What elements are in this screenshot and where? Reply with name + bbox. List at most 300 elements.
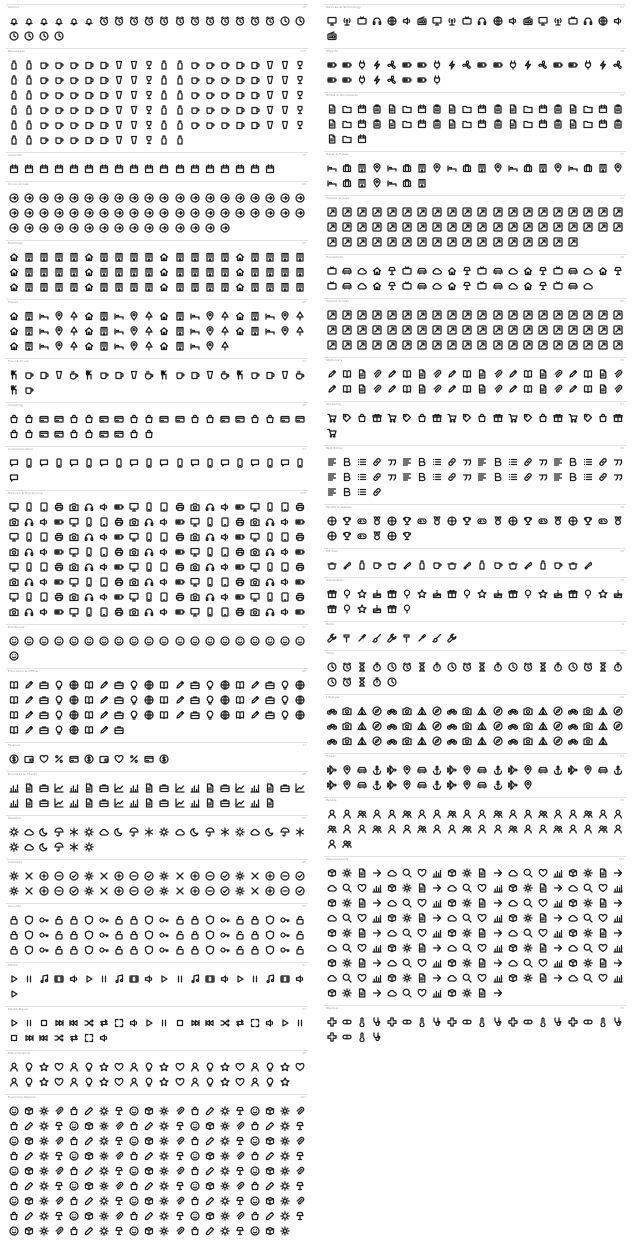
book-icon[interactable] <box>157 692 172 707</box>
medal-icon[interactable] <box>490 513 505 528</box>
square-arrow-icon[interactable] <box>445 307 460 322</box>
gift-icon[interactable] <box>430 410 445 425</box>
chart-icon[interactable] <box>490 970 505 985</box>
speaker-icon[interactable] <box>278 604 293 619</box>
mug-icon[interactable] <box>248 72 263 87</box>
hourglass-icon[interactable] <box>475 659 490 674</box>
emoji-icon[interactable] <box>66 1148 81 1163</box>
book-icon[interactable] <box>81 707 96 722</box>
monitor-icon[interactable] <box>6 559 21 574</box>
gift-icon[interactable] <box>550 410 565 425</box>
cup-icon[interactable] <box>97 367 112 382</box>
globe-icon[interactable] <box>66 692 81 707</box>
bicycle-icon[interactable] <box>505 703 520 718</box>
stop-icon[interactable] <box>36 1015 51 1030</box>
briefcase-icon[interactable] <box>157 795 172 810</box>
glass-icon[interactable] <box>127 367 142 382</box>
chart-icon[interactable] <box>550 895 565 910</box>
expand-icon[interactable] <box>112 1015 127 1030</box>
pen-icon[interactable] <box>21 1208 36 1223</box>
circle-arrow-icon[interactable] <box>142 190 157 205</box>
user-icon[interactable] <box>248 1074 263 1089</box>
lightbulb-icon[interactable] <box>51 692 66 707</box>
cart-icon[interactable] <box>566 410 581 425</box>
book-icon[interactable] <box>520 366 535 381</box>
gear-icon[interactable] <box>581 925 596 940</box>
search-icon[interactable] <box>581 940 596 955</box>
shield-icon[interactable] <box>142 912 157 927</box>
bottle-icon[interactable] <box>6 72 21 87</box>
lamp-icon[interactable] <box>112 1163 127 1178</box>
cup-icon[interactable] <box>369 557 384 572</box>
stopwatch-icon[interactable] <box>490 659 505 674</box>
circle-arrow-icon[interactable] <box>202 205 217 220</box>
speaker-icon[interactable] <box>217 499 232 514</box>
gear-icon[interactable] <box>81 868 96 883</box>
car-icon[interactable] <box>354 762 369 777</box>
cloud-icon[interactable] <box>324 910 339 925</box>
document-icon[interactable] <box>596 955 611 970</box>
pencil-icon[interactable] <box>505 366 520 381</box>
building-icon[interactable] <box>187 249 202 264</box>
box-icon[interactable] <box>263 1193 278 1208</box>
battery-icon[interactable] <box>51 574 66 589</box>
tent-icon[interactable] <box>354 718 369 733</box>
pencil-icon[interactable] <box>21 677 36 692</box>
gift-icon[interactable] <box>369 410 384 425</box>
gear-icon[interactable] <box>217 1178 232 1193</box>
square-arrow-icon[interactable] <box>535 322 550 337</box>
quote-icon[interactable] <box>384 454 399 469</box>
square-arrow-icon[interactable] <box>369 219 384 234</box>
plug-icon[interactable] <box>430 72 445 87</box>
square-arrow-icon[interactable] <box>596 322 611 337</box>
headphones-icon[interactable] <box>81 589 96 604</box>
bold-icon[interactable] <box>566 469 581 484</box>
document-icon[interactable] <box>475 985 490 1000</box>
square-arrow-icon[interactable] <box>339 204 354 219</box>
mug-icon[interactable] <box>187 367 202 382</box>
battery-icon[interactable] <box>112 559 127 574</box>
paperclip-icon[interactable] <box>232 1118 247 1133</box>
headphones-icon[interactable] <box>81 499 96 514</box>
compass-icon[interactable] <box>430 703 445 718</box>
chat-bubble-icon[interactable] <box>278 455 293 470</box>
building-icon[interactable] <box>21 338 36 353</box>
pen-icon[interactable] <box>21 1118 36 1133</box>
square-arrow-icon[interactable] <box>430 204 445 219</box>
cloud-icon[interactable] <box>324 940 339 955</box>
arrow-icon[interactable] <box>611 955 626 970</box>
tablet-icon[interactable] <box>278 559 293 574</box>
star-icon[interactable] <box>535 586 550 601</box>
heart-icon[interactable] <box>172 1059 187 1074</box>
tablet-icon[interactable] <box>278 529 293 544</box>
shield-icon[interactable] <box>263 942 278 957</box>
document-icon[interactable] <box>475 925 490 940</box>
bell-icon[interactable] <box>6 13 21 28</box>
glass-icon[interactable] <box>263 102 278 117</box>
tv-icon[interactable] <box>566 13 581 28</box>
user-icon[interactable] <box>430 806 445 821</box>
pencil-icon[interactable] <box>97 707 112 722</box>
trophy-icon[interactable] <box>581 513 596 528</box>
battery-icon[interactable] <box>232 589 247 604</box>
tv-icon[interactable] <box>460 13 475 28</box>
building-icon[interactable] <box>415 160 430 175</box>
cup-icon[interactable] <box>66 72 81 87</box>
arrow-icon[interactable] <box>490 955 505 970</box>
wine-glass-icon[interactable] <box>142 87 157 102</box>
check-icon[interactable] <box>142 868 157 883</box>
box-icon[interactable] <box>81 1148 96 1163</box>
monitor-icon[interactable] <box>324 13 339 28</box>
globe-icon[interactable] <box>217 707 232 722</box>
circle-arrow-icon[interactable] <box>112 190 127 205</box>
map-pin-icon[interactable] <box>202 338 217 353</box>
gear-icon[interactable] <box>460 925 475 940</box>
map-pin-icon[interactable] <box>339 777 354 792</box>
square-arrow-icon[interactable] <box>475 219 490 234</box>
briefcase-icon[interactable] <box>187 692 202 707</box>
document-icon[interactable] <box>535 366 550 381</box>
battery-icon[interactable] <box>550 57 565 72</box>
speaker-icon[interactable] <box>142 971 157 986</box>
monitor-icon[interactable] <box>66 604 81 619</box>
chart-icon[interactable] <box>611 880 626 895</box>
tv-icon[interactable] <box>550 263 565 278</box>
shopping-bag-icon[interactable] <box>6 426 21 441</box>
cloud-icon[interactable] <box>566 940 581 955</box>
lamp-icon[interactable] <box>232 1133 247 1148</box>
circle-arrow-icon[interactable] <box>202 220 217 235</box>
square-arrow-icon[interactable] <box>505 322 520 337</box>
user-icon[interactable] <box>566 821 581 836</box>
users-icon[interactable] <box>460 821 475 836</box>
calendar-icon[interactable] <box>51 161 66 176</box>
gift-icon[interactable] <box>505 586 520 601</box>
square-arrow-icon[interactable] <box>324 307 339 322</box>
antenna-icon[interactable] <box>445 13 460 28</box>
pause-icon[interactable] <box>157 1015 172 1030</box>
building-icon[interactable] <box>354 175 369 190</box>
bold-icon[interactable] <box>339 454 354 469</box>
gear-icon[interactable] <box>232 883 247 898</box>
mug-icon[interactable] <box>97 72 112 87</box>
bed-icon[interactable] <box>112 308 127 323</box>
bed-icon[interactable] <box>384 175 399 190</box>
thermometer-icon[interactable] <box>354 1029 369 1044</box>
circle-arrow-icon[interactable] <box>172 220 187 235</box>
chat-bubble-icon[interactable] <box>157 455 172 470</box>
briefcase-icon[interactable] <box>217 795 232 810</box>
paperclip-icon[interactable] <box>430 366 445 381</box>
circle-arrow-icon[interactable] <box>21 205 36 220</box>
chart-icon[interactable] <box>490 940 505 955</box>
building-icon[interactable] <box>66 249 81 264</box>
battery-icon[interactable] <box>475 57 490 72</box>
lamp-icon[interactable] <box>293 1148 308 1163</box>
cake-icon[interactable] <box>369 586 384 601</box>
map-pin-icon[interactable] <box>202 308 217 323</box>
user-icon[interactable] <box>127 1059 142 1074</box>
book-icon[interactable] <box>339 366 354 381</box>
repeat-icon[interactable] <box>66 1030 81 1045</box>
building-icon[interactable] <box>354 160 369 175</box>
square-arrow-icon[interactable] <box>415 204 430 219</box>
arrow-icon[interactable] <box>369 985 384 1000</box>
sun-icon[interactable] <box>97 1133 112 1148</box>
phone-icon[interactable] <box>202 574 217 589</box>
gear-icon[interactable] <box>232 868 247 883</box>
bag-icon[interactable] <box>66 1103 81 1118</box>
compass-icon[interactable] <box>369 703 384 718</box>
square-arrow-icon[interactable] <box>550 204 565 219</box>
minus-icon[interactable] <box>51 883 66 898</box>
phone-icon[interactable] <box>51 455 66 470</box>
cloud-icon[interactable] <box>505 263 520 278</box>
circle-arrow-icon[interactable] <box>142 220 157 235</box>
search-icon[interactable] <box>460 940 475 955</box>
printer-icon[interactable] <box>172 529 187 544</box>
plus-icon[interactable] <box>36 883 51 898</box>
mug-icon[interactable] <box>112 367 127 382</box>
align-left-icon[interactable] <box>550 469 565 484</box>
shopping-bag-icon[interactable] <box>142 411 157 426</box>
users-icon[interactable] <box>596 821 611 836</box>
pencil-icon[interactable] <box>384 366 399 381</box>
user-icon[interactable] <box>566 806 581 821</box>
document-icon[interactable] <box>566 101 581 116</box>
key-icon[interactable] <box>36 927 51 942</box>
medical-cross-icon[interactable] <box>324 1014 339 1029</box>
shopping-bag-icon[interactable] <box>21 411 36 426</box>
music-note-icon[interactable] <box>36 971 51 986</box>
lightning-icon[interactable] <box>520 57 535 72</box>
glass-icon[interactable] <box>127 102 142 117</box>
cup-icon[interactable] <box>202 102 217 117</box>
paperclip-icon[interactable] <box>172 1193 187 1208</box>
circle-arrow-icon[interactable] <box>36 220 51 235</box>
lightbulb-icon[interactable] <box>202 692 217 707</box>
phone-icon[interactable] <box>142 499 157 514</box>
book-icon[interactable] <box>460 366 475 381</box>
compass-icon[interactable] <box>430 718 445 733</box>
shield-icon[interactable] <box>202 942 217 957</box>
credit-card-icon[interactable] <box>51 411 66 426</box>
gear-icon[interactable] <box>520 880 535 895</box>
alarm-clock-icon[interactable] <box>263 13 278 28</box>
monitor-icon[interactable] <box>535 13 550 28</box>
glass-icon[interactable] <box>127 132 142 147</box>
box-icon[interactable] <box>324 955 339 970</box>
box-icon[interactable] <box>263 1163 278 1178</box>
repeat-icon[interactable] <box>232 1015 247 1030</box>
users-icon[interactable] <box>324 821 339 836</box>
link-icon[interactable] <box>520 454 535 469</box>
phone-icon[interactable] <box>202 604 217 619</box>
camera-icon[interactable] <box>248 514 263 529</box>
users-icon[interactable] <box>445 806 460 821</box>
battery-icon[interactable] <box>293 574 308 589</box>
camera-icon[interactable] <box>520 733 535 748</box>
balloon-icon[interactable] <box>460 586 475 601</box>
building-icon[interactable] <box>293 279 308 294</box>
document-icon[interactable] <box>505 101 520 116</box>
briefcase-icon[interactable] <box>36 677 51 692</box>
box-icon[interactable] <box>445 955 460 970</box>
lightbulb-icon[interactable] <box>51 707 66 722</box>
gear-icon[interactable] <box>6 868 21 883</box>
mug-icon[interactable] <box>97 132 112 147</box>
star-icon[interactable] <box>36 1074 51 1089</box>
cup-icon[interactable] <box>217 102 232 117</box>
plus-icon[interactable] <box>187 883 202 898</box>
shuffle-icon[interactable] <box>51 1030 66 1045</box>
gear-icon[interactable] <box>157 1193 172 1208</box>
pot-icon[interactable] <box>445 557 460 572</box>
monitor-icon[interactable] <box>187 604 202 619</box>
document-icon[interactable] <box>596 925 611 940</box>
alarm-clock-icon[interactable] <box>339 659 354 674</box>
square-arrow-icon[interactable] <box>354 307 369 322</box>
document-icon[interactable] <box>142 780 157 795</box>
mug-icon[interactable] <box>81 102 96 117</box>
calendar-icon[interactable] <box>187 161 202 176</box>
document-icon[interactable] <box>263 780 278 795</box>
cloud-icon[interactable] <box>384 925 399 940</box>
sun-icon[interactable] <box>81 839 96 854</box>
expand-icon[interactable] <box>248 1015 263 1030</box>
headphones-icon[interactable] <box>369 13 384 28</box>
globe-icon[interactable] <box>66 677 81 692</box>
box-icon[interactable] <box>21 1163 36 1178</box>
globe-icon[interactable] <box>142 677 157 692</box>
user-icon[interactable] <box>187 1074 202 1089</box>
search-icon[interactable] <box>460 880 475 895</box>
house-icon[interactable] <box>596 263 611 278</box>
cart-icon[interactable] <box>324 425 339 440</box>
wine-glass-icon[interactable] <box>142 72 157 87</box>
building-icon[interactable] <box>293 264 308 279</box>
credit-card-icon[interactable] <box>232 411 247 426</box>
building-icon[interactable] <box>202 264 217 279</box>
plus-icon[interactable] <box>263 868 278 883</box>
document-icon[interactable] <box>475 955 490 970</box>
printer-icon[interactable] <box>172 499 187 514</box>
cup-icon[interactable] <box>36 72 51 87</box>
square-arrow-icon[interactable] <box>384 219 399 234</box>
map-pin-icon[interactable] <box>127 338 142 353</box>
gear-icon[interactable] <box>399 940 414 955</box>
credit-card-icon[interactable] <box>112 411 127 426</box>
circle-arrow-icon[interactable] <box>51 220 66 235</box>
bag-icon[interactable] <box>127 1208 142 1223</box>
camera-icon[interactable] <box>127 574 142 589</box>
document-icon[interactable] <box>445 101 460 116</box>
chat-bubble-icon[interactable] <box>6 470 21 485</box>
headphones-icon[interactable] <box>81 529 96 544</box>
circle-arrow-icon[interactable] <box>81 220 96 235</box>
cloud-icon[interactable] <box>445 940 460 955</box>
gear-icon[interactable] <box>36 1133 51 1148</box>
square-arrow-icon[interactable] <box>384 322 399 337</box>
bell-icon[interactable] <box>66 13 81 28</box>
smiley-icon[interactable] <box>293 633 308 648</box>
tablet-icon[interactable] <box>36 589 51 604</box>
bag-icon[interactable] <box>248 1208 263 1223</box>
document-icon[interactable] <box>202 795 217 810</box>
stopwatch-icon[interactable] <box>550 659 565 674</box>
star-icon[interactable] <box>278 1059 293 1074</box>
calendar-icon[interactable] <box>21 161 36 176</box>
bed-icon[interactable] <box>187 308 202 323</box>
building-icon[interactable] <box>97 264 112 279</box>
align-left-icon[interactable] <box>399 469 414 484</box>
house-icon[interactable] <box>520 263 535 278</box>
house-icon[interactable] <box>232 249 247 264</box>
line-chart-icon[interactable] <box>51 780 66 795</box>
headphones-icon[interactable] <box>263 514 278 529</box>
cup-icon[interactable] <box>187 102 202 117</box>
pen-icon[interactable] <box>202 1193 217 1208</box>
circle-arrow-icon[interactable] <box>36 205 51 220</box>
document-icon[interactable] <box>535 940 550 955</box>
cup-icon[interactable] <box>248 367 263 382</box>
user-icon[interactable] <box>324 806 339 821</box>
stethoscope-icon[interactable] <box>369 1014 384 1029</box>
building-icon[interactable] <box>142 249 157 264</box>
briefcase-icon[interactable] <box>187 677 202 692</box>
briefcase-icon[interactable] <box>36 692 51 707</box>
tablet-icon[interactable] <box>97 514 112 529</box>
hourglass-icon[interactable] <box>354 659 369 674</box>
emoji-icon[interactable] <box>66 1118 81 1133</box>
tag-icon[interactable] <box>339 410 354 425</box>
square-arrow-icon[interactable] <box>354 204 369 219</box>
user-icon[interactable] <box>339 806 354 821</box>
lock-icon[interactable] <box>187 942 202 957</box>
monitor-icon[interactable] <box>6 529 21 544</box>
bed-icon[interactable] <box>112 338 127 353</box>
tablet-icon[interactable] <box>36 499 51 514</box>
lightbulb-icon[interactable] <box>278 707 293 722</box>
circle-arrow-icon[interactable] <box>81 205 96 220</box>
key-icon[interactable] <box>36 942 51 957</box>
gear-icon[interactable] <box>460 865 475 880</box>
mug-icon[interactable] <box>97 87 112 102</box>
bottle-icon[interactable] <box>354 557 369 572</box>
house-icon[interactable] <box>157 264 172 279</box>
trophy-icon[interactable] <box>339 528 354 543</box>
square-arrow-icon[interactable] <box>581 204 596 219</box>
coffee-icon[interactable] <box>66 367 81 382</box>
phone-icon[interactable] <box>263 589 278 604</box>
ball-icon[interactable] <box>384 513 399 528</box>
camera-icon[interactable] <box>127 514 142 529</box>
chat-bubble-icon[interactable] <box>248 455 263 470</box>
chart-icon[interactable] <box>550 955 565 970</box>
building-icon[interactable] <box>112 264 127 279</box>
monitor-icon[interactable] <box>127 559 142 574</box>
glass-icon[interactable] <box>278 367 293 382</box>
mug-icon[interactable] <box>232 102 247 117</box>
box-icon[interactable] <box>324 895 339 910</box>
bag-icon[interactable] <box>127 1148 142 1163</box>
plus-icon[interactable] <box>36 868 51 883</box>
lamp-icon[interactable] <box>293 1118 308 1133</box>
shopping-bag-icon[interactable] <box>475 410 490 425</box>
